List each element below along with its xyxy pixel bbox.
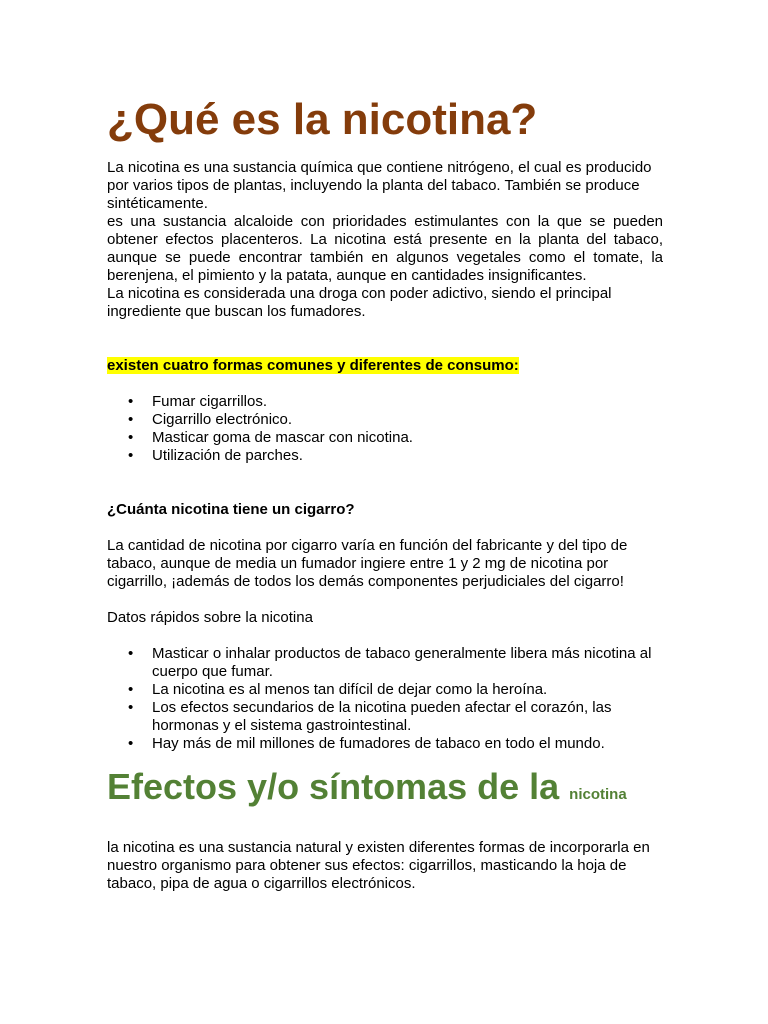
list-item: • Los efectos secundarios de la nicotina pueden afectar el corazón, las hormonas y el sistema gastrointestinal. [107, 699, 663, 735]
efectos-heading-small: nicotina [569, 786, 627, 803]
cantidad-question: ¿Cuánta nicotina tiene un cigarro? [107, 501, 355, 518]
efectos-heading-main: Efectos y/o síntomas de la [107, 766, 560, 807]
list-item: • Cigarrillo electrónico. [107, 411, 663, 429]
consumo-list [107, 393, 663, 465]
list-item: • Masticar goma de mascar con nicotina. [107, 429, 663, 447]
intro-paragraph-1: La nicotina es una sustancia química que contiene nitrógeno, el cual es producido por varios tipos de plantas, incluyendo la planta del tabaco. También se produce sintéticamente. [107, 159, 652, 212]
efectos-heading [107, 767, 663, 815]
list-item: • Utilización de parches. [107, 447, 663, 465]
list-item: • Masticar o inhalar productos de tabaco generalmente libera más nicotina al cuerpo que fumar. [107, 645, 663, 681]
list-item: • Hay más de mil millones de fumadores de tabaco en todo el mundo. [107, 735, 663, 753]
datos-list [107, 645, 663, 753]
intro-paragraph-3: La nicotina es considerada una droga con poder adictivo, siendo el principal ingrediente que buscan los fumadores. [107, 285, 612, 320]
cantidad-answer: La cantidad de nicotina por cigarro varía en función del fabricante y del tipo de tabaco, aunque de media un fumador ingiere entre 1 y 2 mg de nicotina por cigarrillo, ¡además de todos los demás componentes perjudiciales del cigarro! [107, 537, 628, 590]
consumo-heading [107, 357, 663, 375]
page-title: ¿Qué es la nicotina? [107, 95, 538, 144]
document-content [107, 96, 663, 893]
efectos-paragraph: la nicotina es una sustancia natural y existen diferentes formas de incorporarla en nuestro organismo para obtener sus efectos: cigarrillos, masticando la hoja de tabaco, pipa de agua o cigarrillos electrónicos. [107, 839, 650, 892]
list-item: • Fumar cigarrillos. [107, 393, 663, 411]
intro-paragraph-2: es una sustancia alcaloide con prioridades estimulantes con la que se pueden obtener efectos placenteros. La nicotina está presente en la planta del tabaco, aunque se puede encontrar también en algunos vegetales como el tomate, la berenjena, el pimiento y la patata, aunque en cantidades insignificantes. [107, 213, 663, 284]
datos-heading: Datos rápidos sobre la nicotina [107, 609, 313, 626]
highlighted-text: existen cuatro formas comunes y diferentes de consumo: [107, 357, 519, 374]
list-item: • La nicotina es al menos tan difícil de dejar como la heroína. [107, 681, 663, 699]
